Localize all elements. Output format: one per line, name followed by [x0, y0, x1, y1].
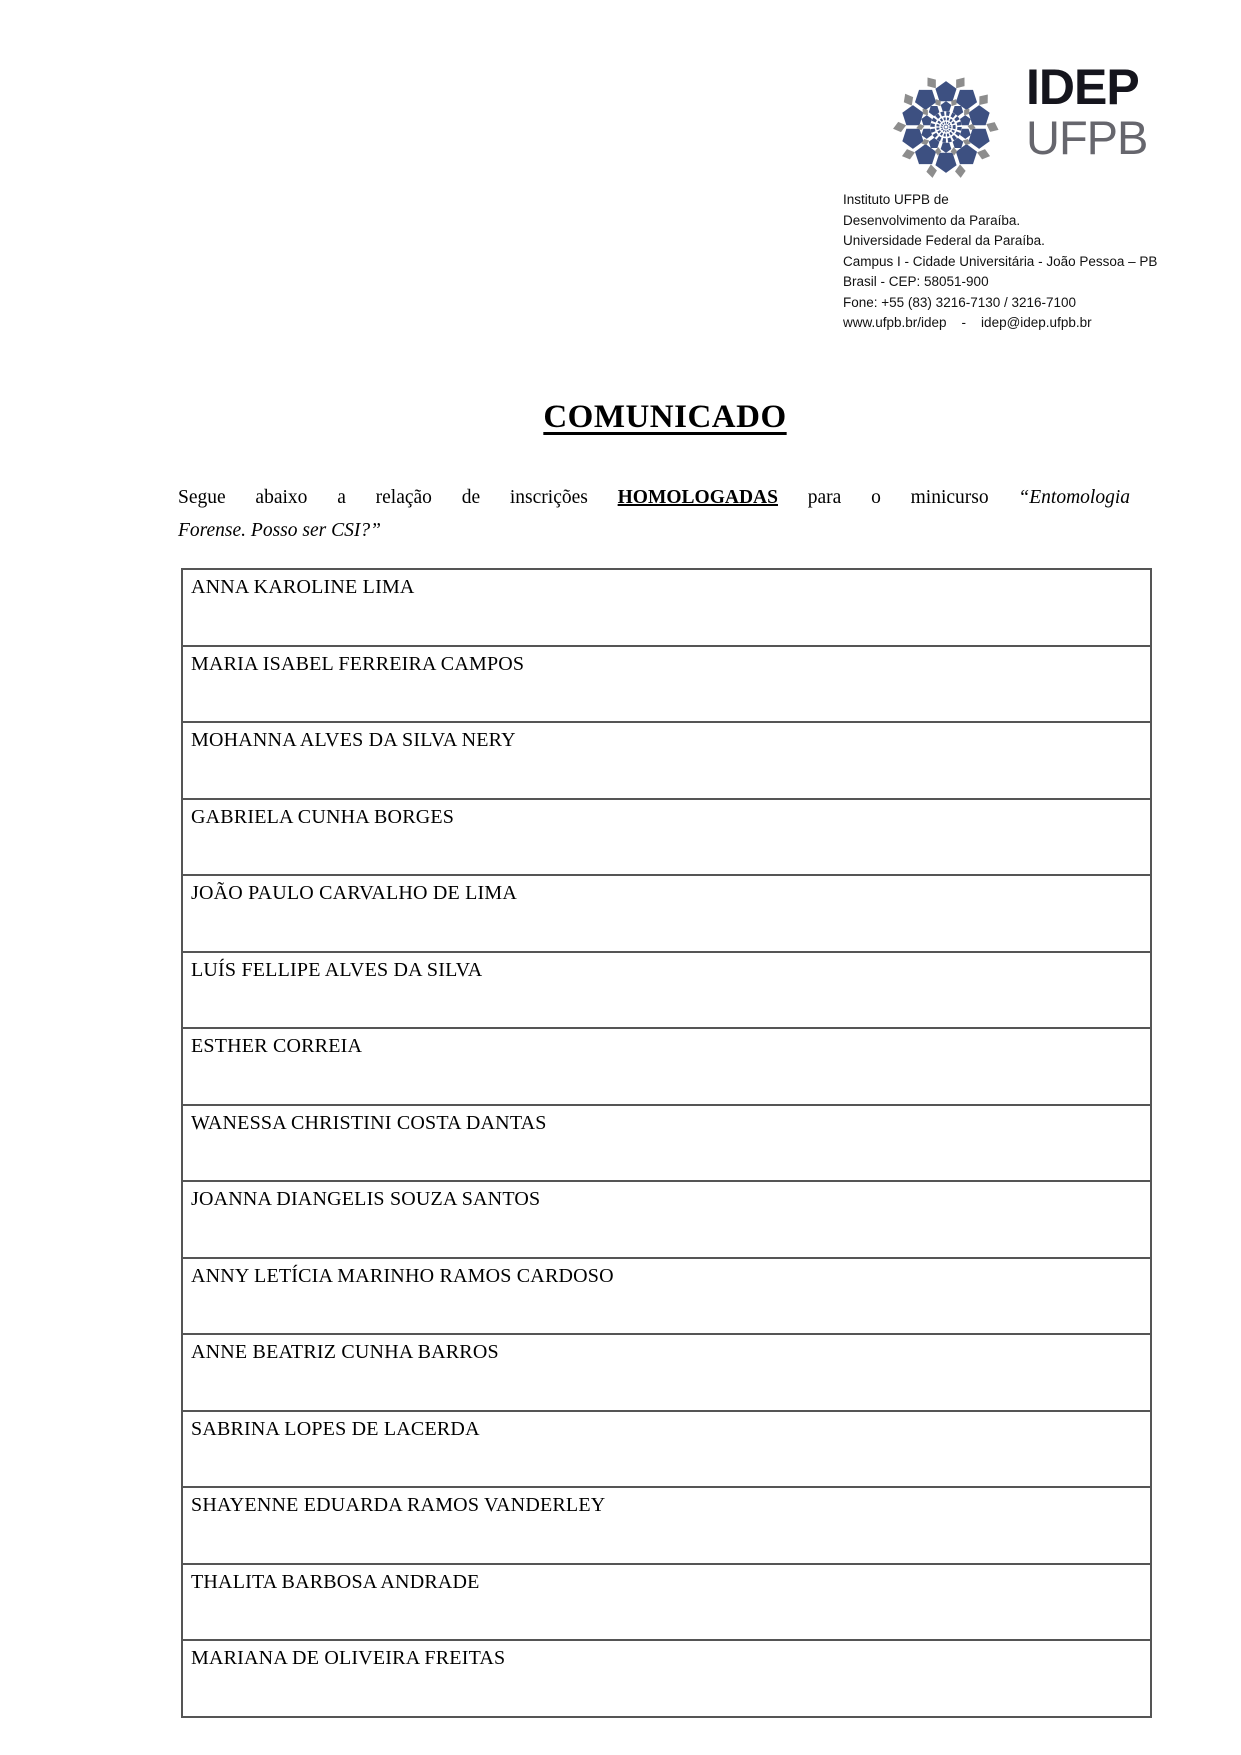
contact-line: Instituto UFPB de [843, 192, 949, 207]
student-name-cell: ANNA KAROLINE LIMA [182, 569, 1151, 646]
student-name-cell: ANNY LETÍCIA MARINHO RAMOS CARDOSO [182, 1258, 1151, 1335]
student-name-cell: THALITA BARBOSA ANDRADE [182, 1564, 1151, 1641]
brand-ufpb-text: UFPB [1026, 111, 1148, 164]
course-name-line1: “Entomologia [1018, 487, 1130, 508]
course-name-line2: Forense. Posso ser CSI?” [178, 520, 381, 541]
homologadas-emphasis: HOMOLOGADAS [617, 487, 778, 508]
student-name-cell: WANESSA CHRISTINI COSTA DANTAS [182, 1105, 1151, 1182]
table-row [182, 569, 1151, 646]
intro-text-part1: Segue abaixo a relação de inscrições [178, 487, 588, 508]
table-row [182, 1028, 1151, 1105]
table-row [182, 875, 1151, 952]
contact-website-email-line: www.ufpb.br/idep - idep@idep.ufpb.br [843, 315, 1092, 330]
student-name-cell: MARIANA DE OLIVEIRA FREITAS [182, 1640, 1151, 1717]
student-name-cell: SHAYENNE EDUARDA RAMOS VANDERLEY [182, 1487, 1151, 1564]
contact-line: Fone: +55 (83) 3216-7130 / 3216-7100 [843, 294, 1077, 310]
intro-text-part2: para o minicurso [807, 487, 989, 508]
table-row [182, 646, 1151, 723]
student-name-cell: JOANNA DIANGELIS SOUZA SANTOS [182, 1181, 1151, 1258]
contact-line: Campus I - Cidade Universitária - João Pessoa – PB [843, 253, 1158, 269]
contact-line: Universidade Federal da Paraíba. [843, 233, 1045, 248]
student-name-cell: LUÍS FELLIPE ALVES DA SILVA [182, 952, 1151, 1029]
student-name-cell: SABRINA LOPES DE LACERDA [182, 1411, 1151, 1488]
student-name-cell: JOÃO PAULO CARVALHO DE LIMA [182, 875, 1151, 952]
brand-wordmark [1026, 59, 1148, 164]
table-row [182, 1258, 1151, 1335]
student-name-cell: MOHANNA ALVES DA SILVA NERY [182, 722, 1151, 799]
table-row [182, 722, 1151, 799]
table-row [182, 1105, 1151, 1182]
institute-contact-block [843, 190, 1183, 334]
page-title: COMUNICADO [543, 399, 787, 435]
intro-paragraph [178, 481, 1130, 547]
student-name-cell: MARIA ISABEL FERREIRA CAMPOS [182, 646, 1151, 723]
intro-line-1 [178, 481, 1130, 514]
table-row [182, 1411, 1151, 1488]
table-row [182, 799, 1151, 876]
table-row [182, 1564, 1151, 1641]
names-table-body [182, 569, 1151, 1717]
homologated-names-table [181, 568, 1152, 1718]
table-row [182, 1334, 1151, 1411]
table-row [182, 1487, 1151, 1564]
student-name-cell: ANNE BEATRIZ CUNHA BARROS [182, 1334, 1151, 1411]
contact-line: Desenvolvimento da Paraíba. [843, 212, 1021, 228]
table-row [182, 952, 1151, 1029]
table-row [182, 1181, 1151, 1258]
brand-idep-text: IDEP [1026, 59, 1139, 115]
student-name-cell: GABRIELA CUNHA BORGES [182, 799, 1151, 876]
idep-mandala-logo-icon [888, 68, 1004, 186]
table-row [182, 1640, 1151, 1717]
student-name-cell: ESTHER CORREIA [182, 1028, 1151, 1105]
contact-line: Brasil - CEP: 58051-900 [843, 274, 989, 289]
